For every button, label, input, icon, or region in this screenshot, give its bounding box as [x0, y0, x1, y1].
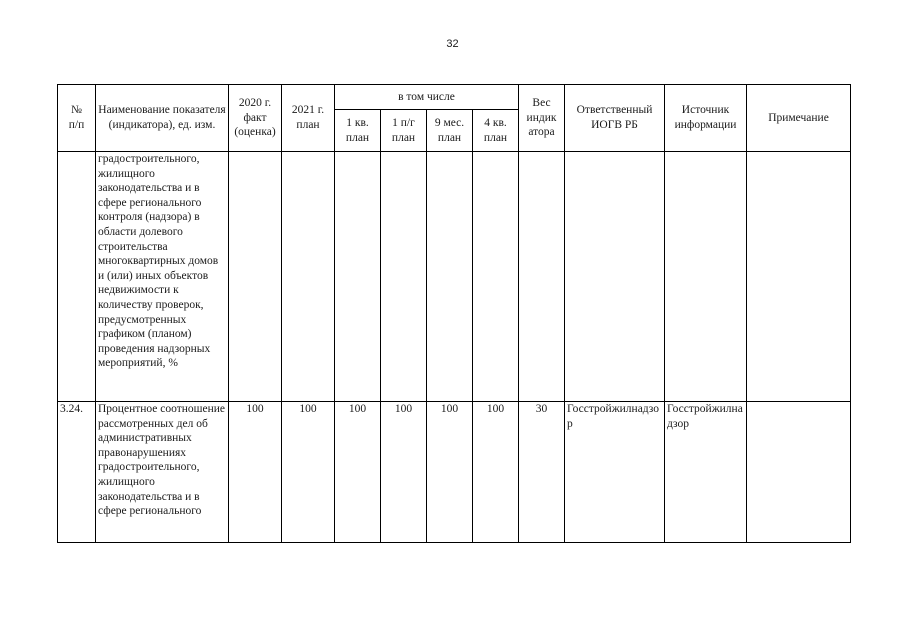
cell-name: градостроительного, жилищного законодательства и в сфере регионального контроля (надзора) в области долевого строительства многоквартирных домов и (или) иных объектов недвижимости к количеству проверок, предусмотренных графиком (планом) проведения надзорных мероприятий, %	[96, 152, 229, 402]
cell-q4: 100	[473, 402, 519, 543]
cell-fact-2020: 100	[229, 402, 282, 543]
cell-h1	[381, 152, 427, 402]
cell-responsible: Госстройжилнадзор	[565, 402, 665, 543]
header-num: № п/п	[58, 85, 96, 152]
header-including: в том числе	[335, 85, 519, 110]
header-responsible: Ответственный ИОГВ РБ	[565, 85, 665, 152]
page-number: 32	[446, 38, 459, 50]
header-note: Примечание	[747, 85, 851, 152]
table-header	[58, 85, 851, 152]
cell-responsible	[565, 152, 665, 402]
cell-q4	[473, 152, 519, 402]
header-plan-2021: 2021 г. план	[282, 85, 335, 152]
cell-m9	[427, 152, 473, 402]
header-h1: 1 п/г план	[381, 110, 427, 152]
header-q4: 4 кв. план	[473, 110, 519, 152]
cell-name: Процентное соотношение рассмотренных дел об административных правонарушениях градостроительного, жилищного законодательства и в сфере регионального	[96, 402, 229, 543]
cell-num: 3.24.	[58, 402, 96, 543]
header-source: Источник информации	[665, 85, 747, 152]
cell-note	[747, 402, 851, 543]
cell-q1: 100	[335, 402, 381, 543]
cell-source	[665, 152, 747, 402]
cell-source: Госстройжилнадзор	[665, 402, 747, 543]
cell-num	[58, 152, 96, 402]
header-q1: 1 кв. план	[335, 110, 381, 152]
table-row	[58, 152, 851, 402]
indicators-table	[57, 84, 851, 543]
header-name: Наименование показателя (индикатора), ед. изм.	[96, 85, 229, 152]
cell-note	[747, 152, 851, 402]
cell-q1	[335, 152, 381, 402]
cell-plan-2021: 100	[282, 402, 335, 543]
header-m9: 9 мес. план	[427, 110, 473, 152]
cell-fact-2020	[229, 152, 282, 402]
header-weight: Вес индик атора	[519, 85, 565, 152]
table-row	[58, 402, 851, 543]
cell-weight	[519, 152, 565, 402]
header-fact-2020: 2020 г. факт (оценка)	[229, 85, 282, 152]
cell-m9: 100	[427, 402, 473, 543]
cell-plan-2021	[282, 152, 335, 402]
cell-weight: 30	[519, 402, 565, 543]
cell-h1: 100	[381, 402, 427, 543]
